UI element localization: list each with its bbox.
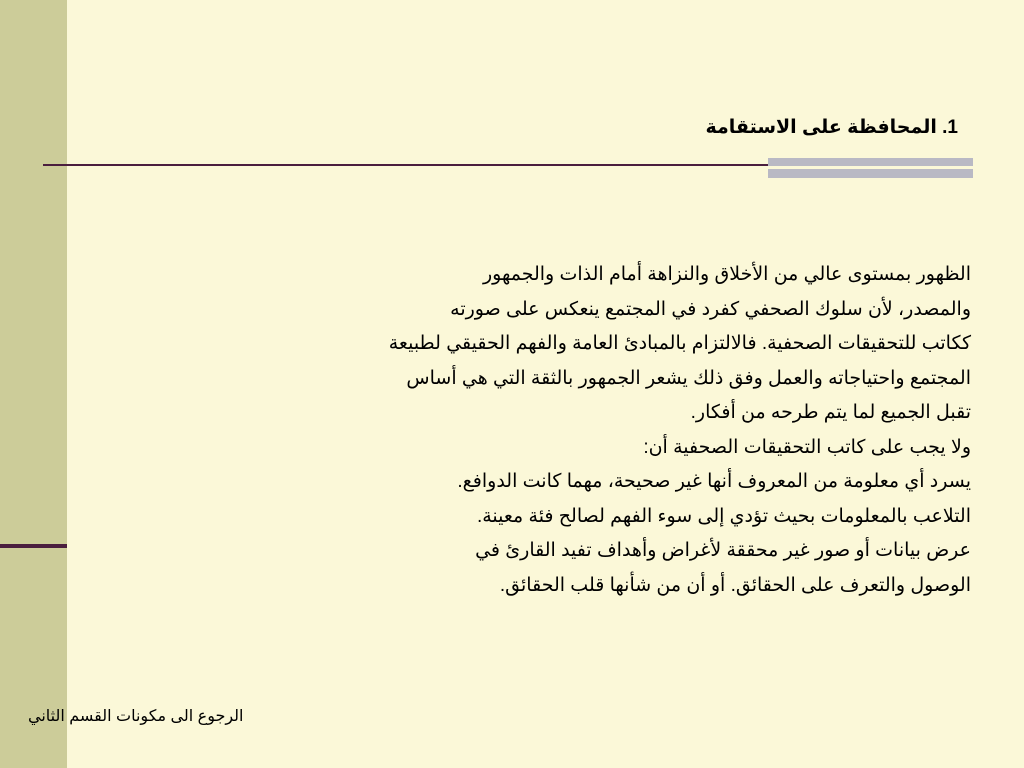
body-line: المجتمع واحتياجاته والعمل وفق ذلك يشعر الجمهور بالثقة التي هي أساس <box>406 367 971 389</box>
left-band-divider <box>0 544 67 548</box>
body-line: التلاعب بالمعلومات بحيث تؤدي إلى سوء الفهم لصالح فئة معينة. <box>476 505 971 527</box>
slide-title: 1. المحافظة على الاستقامة <box>705 117 958 138</box>
title-accent-bar-gap <box>768 166 973 169</box>
body-line: ولا يجب على كاتب التحقيقات الصحفية أن: <box>643 436 971 458</box>
left-decorative-band <box>0 0 67 768</box>
body-line: الوصول والتعرف على الحقائق. أو أن من شأنها قلب الحقائق. <box>499 574 971 596</box>
body-line: يسرد أي معلومة من المعروف أنها غير صحيحة، مهما كانت الدوافع. <box>457 471 971 492</box>
body-line: الظهور بمستوى عالي من الأخلاق والنزاهة أمام الذات والجمهور <box>482 264 971 285</box>
slide-body-text <box>301 258 971 603</box>
body-line: والمصدر، لأن سلوك الصحفي كفرد في المجتمع ينعكس على صورته <box>450 298 971 320</box>
body-line: عرض بيانات أو صور غير محققة لأغراض وأهداف تفيد القارئ في <box>475 540 971 561</box>
body-line: تقبل الجميع لما يتم طرحه من أفكار. <box>690 402 971 423</box>
back-to-section-two-link[interactable]: الرجوع الى مكونات القسم الثاني <box>28 708 244 725</box>
body-line: ككاتب للتحقيقات الصحفية. فالالتزام بالمبادئ العامة والفهم الحقيقي لطبيعة <box>388 333 971 354</box>
